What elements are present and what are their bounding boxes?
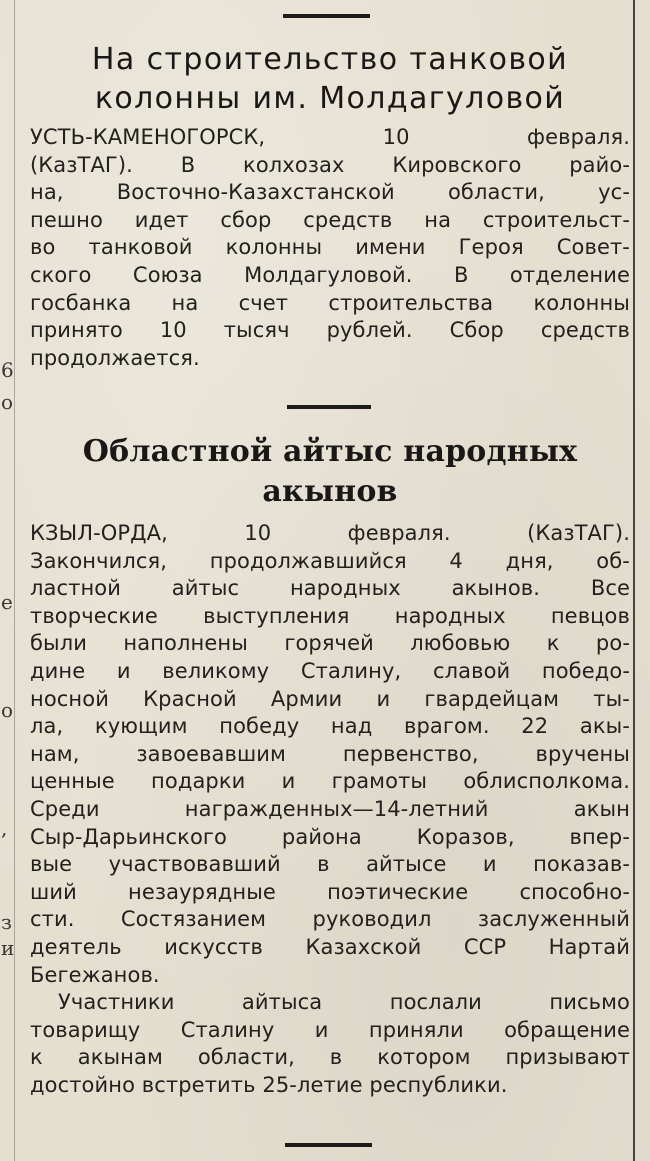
body-line: нам, завоевавшим первенство, вручены bbox=[30, 741, 630, 766]
headline-line: акынов bbox=[262, 474, 398, 509]
fragment-char: 6 bbox=[1, 358, 14, 382]
body-line: носной Красной Армии и гвардейцам ты- bbox=[30, 686, 630, 711]
body-line: были наполнены горячей любовью к ро- bbox=[30, 631, 630, 656]
body-line: ценные подарки и грамоты облисполкома. bbox=[30, 769, 630, 794]
article-headline bbox=[30, 432, 630, 512]
fragment-char: , bbox=[1, 816, 8, 840]
headline-line: колонны им. Молдагуловой bbox=[94, 81, 566, 116]
body-line: достойно встретить 25-летие республики. bbox=[30, 1072, 508, 1097]
body-line: УСТЬ-КАМЕНОГОРСК, 10 февраля. bbox=[30, 125, 630, 149]
article-body bbox=[30, 520, 630, 1099]
body-line: Закончился, продолжавшийся 4 дня, об- bbox=[30, 548, 630, 573]
body-line: ластной айтыс народных акынов. Все bbox=[30, 576, 630, 601]
body-line: принято 10 тысяч рублей. Сбор средств bbox=[30, 318, 630, 343]
body-line: пешно идет сбор средств на строительст- bbox=[30, 207, 630, 232]
body-line: деятель искусств Казахской ССР Нартай bbox=[30, 934, 630, 959]
body-line: сти. Состязанием руководил заслуженный bbox=[30, 907, 630, 932]
fragment-char: з bbox=[1, 910, 12, 934]
body-line: госбанка на счет строительства колонны bbox=[30, 290, 630, 315]
fragment-char: о bbox=[1, 390, 14, 414]
body-line: ского Союза Молдагуловой. В отделение bbox=[30, 262, 630, 287]
headline-line: На строительство танковой bbox=[91, 42, 569, 77]
body-line: (КазТАГ). В колхозах Кировского райо- bbox=[30, 152, 630, 177]
body-line: КЗЫЛ-ОРДА, 10 февраля. (КазТАГ). bbox=[30, 521, 630, 545]
middle-divider bbox=[287, 405, 371, 409]
body-line: во танковой колонны имени Героя Совет- bbox=[30, 235, 630, 260]
bottom-divider bbox=[285, 1143, 372, 1147]
body-line: продолжается. bbox=[30, 345, 200, 370]
body-line: к акынам области, в котором призывают bbox=[30, 1045, 630, 1070]
body-line: Сыр-Дарьинского района Коразов, впер- bbox=[30, 824, 630, 849]
body-line: Бегежанов. bbox=[30, 962, 160, 987]
body-line: на, Восточно-Казахстанской области, ус- bbox=[30, 180, 630, 205]
article-body bbox=[30, 124, 630, 372]
fragment-char: е bbox=[1, 590, 13, 614]
body-line: дине и великому Сталину, славой победо- bbox=[30, 658, 630, 683]
article-aitys bbox=[30, 432, 630, 1099]
article-tank-column bbox=[30, 40, 630, 372]
right-column-rule bbox=[633, 0, 635, 1161]
article-headline bbox=[30, 40, 630, 118]
left-column-fragments bbox=[0, 0, 14, 1161]
left-column-rule bbox=[14, 0, 15, 1161]
fragment-char: и bbox=[1, 936, 15, 960]
headline-line: Областной айтыс народных bbox=[82, 434, 578, 469]
top-divider bbox=[283, 14, 370, 18]
body-line: товарищу Сталину и приняли обращение bbox=[30, 1017, 630, 1042]
body-line: творческие выступления народных певцов bbox=[30, 603, 630, 628]
body-line: Среди награжденных—14-летний акын bbox=[30, 796, 630, 821]
body-line: вые участвовавший в айтысе и показав- bbox=[30, 852, 630, 877]
fragment-char: о bbox=[1, 698, 14, 722]
body-line: ший незаурядные поэтические способно- bbox=[30, 879, 630, 904]
body-line: ла, кующим победу над врагом. 22 акы- bbox=[30, 714, 630, 739]
body-line: Участники айтыса послали письмо bbox=[58, 990, 630, 1015]
